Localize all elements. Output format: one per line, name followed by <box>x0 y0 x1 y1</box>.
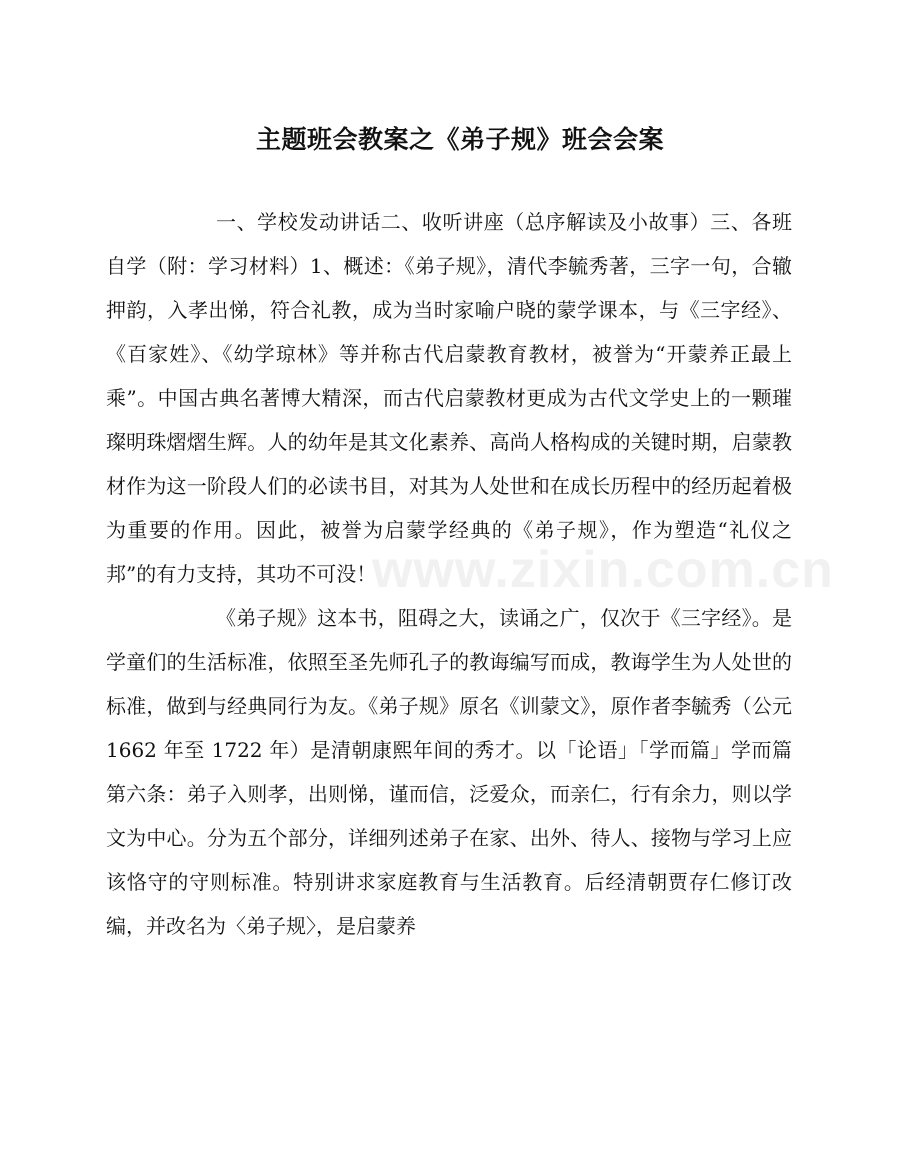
paragraph-2: 《弟子规》这本书，阻碍之大，读诵之广，仅次于《三字经》。是学童们的生活标准，依照至圣先师孔子的教诲编写而成，教诲学生为人处世的标准，做到与经典同行为友。《弟子规》原名《训蒙文》，原作者李毓秀（公元 1662 年至 1722 年）是清朝康熙年间的秀才。以「论语」「学而篇」学而篇第六条：弟子入则孝，出则悌，谨而信，泛爱众，而亲仁，行有余力，则以学文为中心。分为五个部分，详细列述弟子在家、出外、待人、接物与学习上应该恪守的守则标准。特别讲求家庭教育与生活教育。后经清朝贾存仁修订改编，并改名为〈弟子规〉，是启蒙养 <box>106 606 792 938</box>
document-title: 主题班会教案之《弟子规》班会会案 <box>255 125 664 154</box>
paragraph-1: 一、学校发动讲话二、收听讲座（总序解读及小故事）三、各班自学（附：学习材料）1、概述：《弟子规》，清代李毓秀著，三字一句，合辙押韵，入孝出悌，符合礼教，成为当时家喻户晓的蒙学课本，与《三字经》、《百家姓》、《幼学琼林》等并称古代启蒙教育教材，被誉为“开蒙养正最上乘”。中国古典名著博大精深，而古代启蒙教材更成为古代文学史上的一颗璀璨明珠熠熠生辉。人的幼年是其文化素养、高尚人格构成的关键时期，启蒙教材作为这一阶段人们的必读书目，对其为人处世和在成长历程中的经历起着极为重要的作用。因此，被誉为启蒙学经典的《弟子规》，作为塑造“礼仪之邦”的有力支持，其功不可没！ <box>106 210 792 586</box>
watermark: www.zixin.com.cn <box>372 541 834 599</box>
document-body <box>106 200 792 948</box>
